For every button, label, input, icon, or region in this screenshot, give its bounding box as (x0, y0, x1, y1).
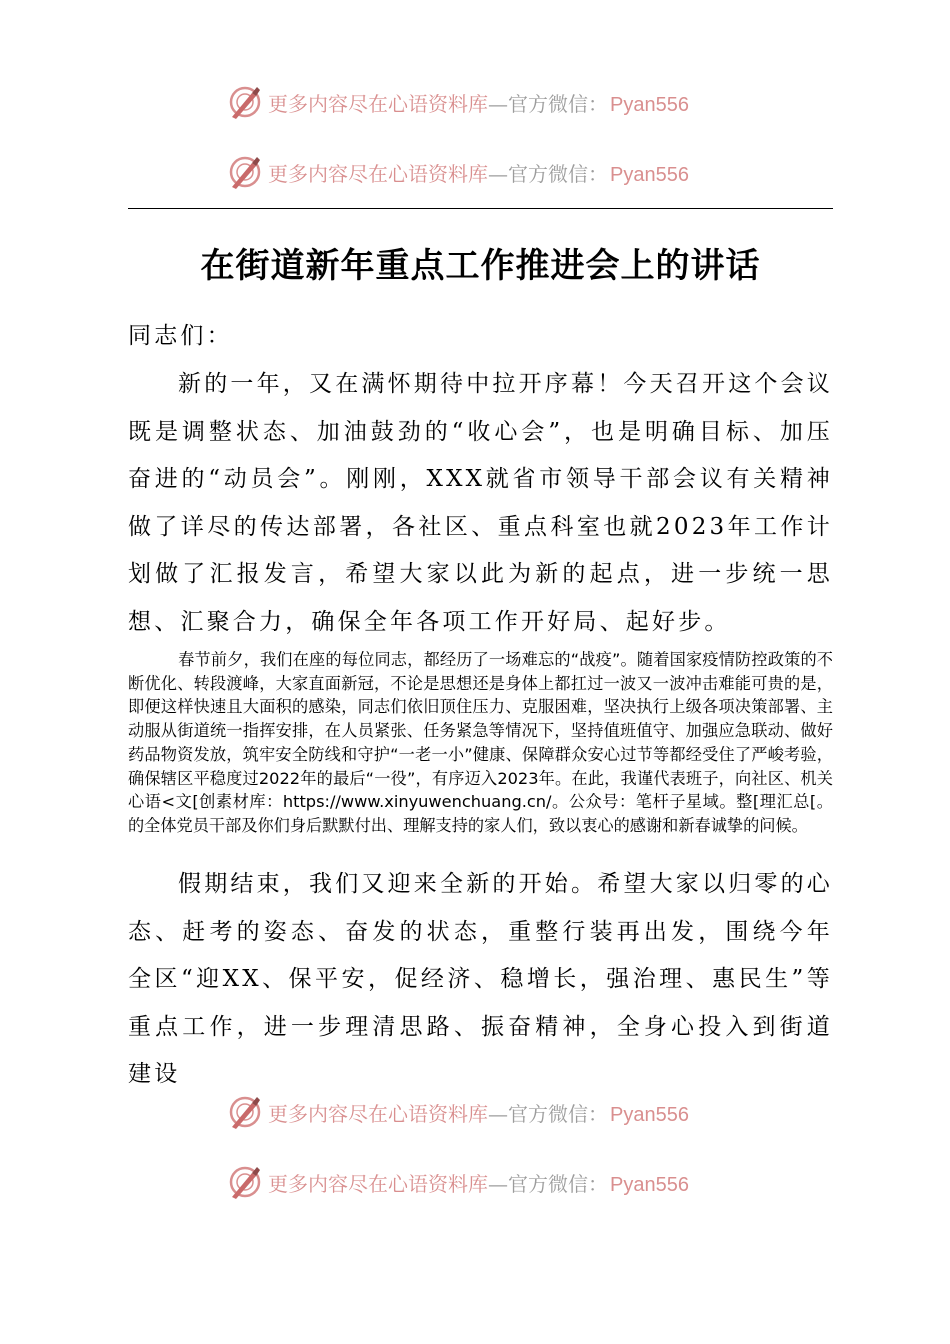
watermark-text-1: 更多内容尽在心语资料库 (268, 1101, 488, 1126)
pen-logo-icon (226, 153, 264, 191)
paragraph-1 (128, 361, 833, 646)
watermark-text-2: —官方微信： (488, 161, 608, 186)
watermark-text-1: 更多内容尽在心语资料库 (268, 1171, 488, 1196)
watermark-text-1: 更多内容尽在心语资料库 (268, 91, 488, 116)
watermark-wechat-id: Pyan556 (610, 93, 689, 116)
watermark-text-2: —官方微信： (488, 1171, 608, 1196)
watermark-wechat-id: Pyan556 (610, 1173, 689, 1196)
salutation: 同志们： (128, 323, 233, 349)
paragraph-3-text: 假期结束，我们又迎来全新的开始。希望大家以归零的心态、赶考的姿态、奋发的状态，重整行装再出发，围绕今年全区“迎XX、保平安，促经济、稳增长，强治理、惠民生”等重点工作，进一步理清思路、振奋精神，全身心投入到街道建设 (128, 871, 833, 1087)
paragraph-2 (128, 648, 833, 860)
pen-logo-icon (226, 1093, 264, 1131)
paragraph-1-text: 新的一年，又在满怀期待中拉开序幕！今天召开这个会议既是调整状态、加油鼓劲的“收心会”，也是明确目标、加压奋进的“动员会”。刚刚，XXX就省市领导干部会议有关精神做了详尽的传达部署，各社区、重点科室也就2023年工作计划做了汇报发言，希望大家以此为新的起点，进一步统一思想、汇聚合力，确保全年各项工作开好局、起好步。 (128, 371, 833, 635)
watermark-line (226, 152, 746, 192)
watermark-wechat-id: Pyan556 (610, 163, 689, 186)
watermark-text-1: 更多内容尽在心语资料库 (268, 161, 488, 186)
pen-logo-icon (226, 1163, 264, 1201)
watermark-text-2: —官方微信： (488, 1101, 608, 1126)
header-divider (128, 208, 833, 209)
paragraph-2-text: 春节前夕，我们在座的每位同志，都经历了一场难忘的“战疫”。随着国家疫情防控政策的不断优化、转段渡峰，大家直面新冠，不论是思想还是身体上都扛过一波又一波冲击难能可贵的是，即便这样快速且大面积的感染，同志们依旧顶住压力、克服困难，坚决执行上级各项决策部署、主动服从街道统一指挥安排，在人员紧张、任务紧急等情况下，坚持值班值守、加强应急联动、做好药品物资发放，筑牢安全防线和守护“一老一小”健康、保障群众安心过节等都经受住了严峻考验，确保辖区平稳度过2022年的最后“一役”，有序迈入2023年。在此，我谨代表班子，向社区、机关心语<文[创素材库：https://www.xinyuwenchuang.cn/。公众号：笔杆子星域。整[理汇总[。的全体党员干部及你们身后默默付出、理解支持的家人们，致以衷心的感谢和新春诚挚的问候。 (128, 650, 833, 835)
watermark-line (226, 1162, 746, 1202)
watermark-text-2: —官方微信： (488, 91, 608, 116)
paragraph-3 (128, 861, 833, 1087)
watermark-line (226, 82, 746, 122)
watermark-line (226, 1092, 746, 1132)
pen-logo-icon (226, 83, 264, 121)
watermark-wechat-id: Pyan556 (610, 1103, 689, 1126)
document-title: 在街道新年重点工作推进会上的讲话 (200, 246, 761, 286)
